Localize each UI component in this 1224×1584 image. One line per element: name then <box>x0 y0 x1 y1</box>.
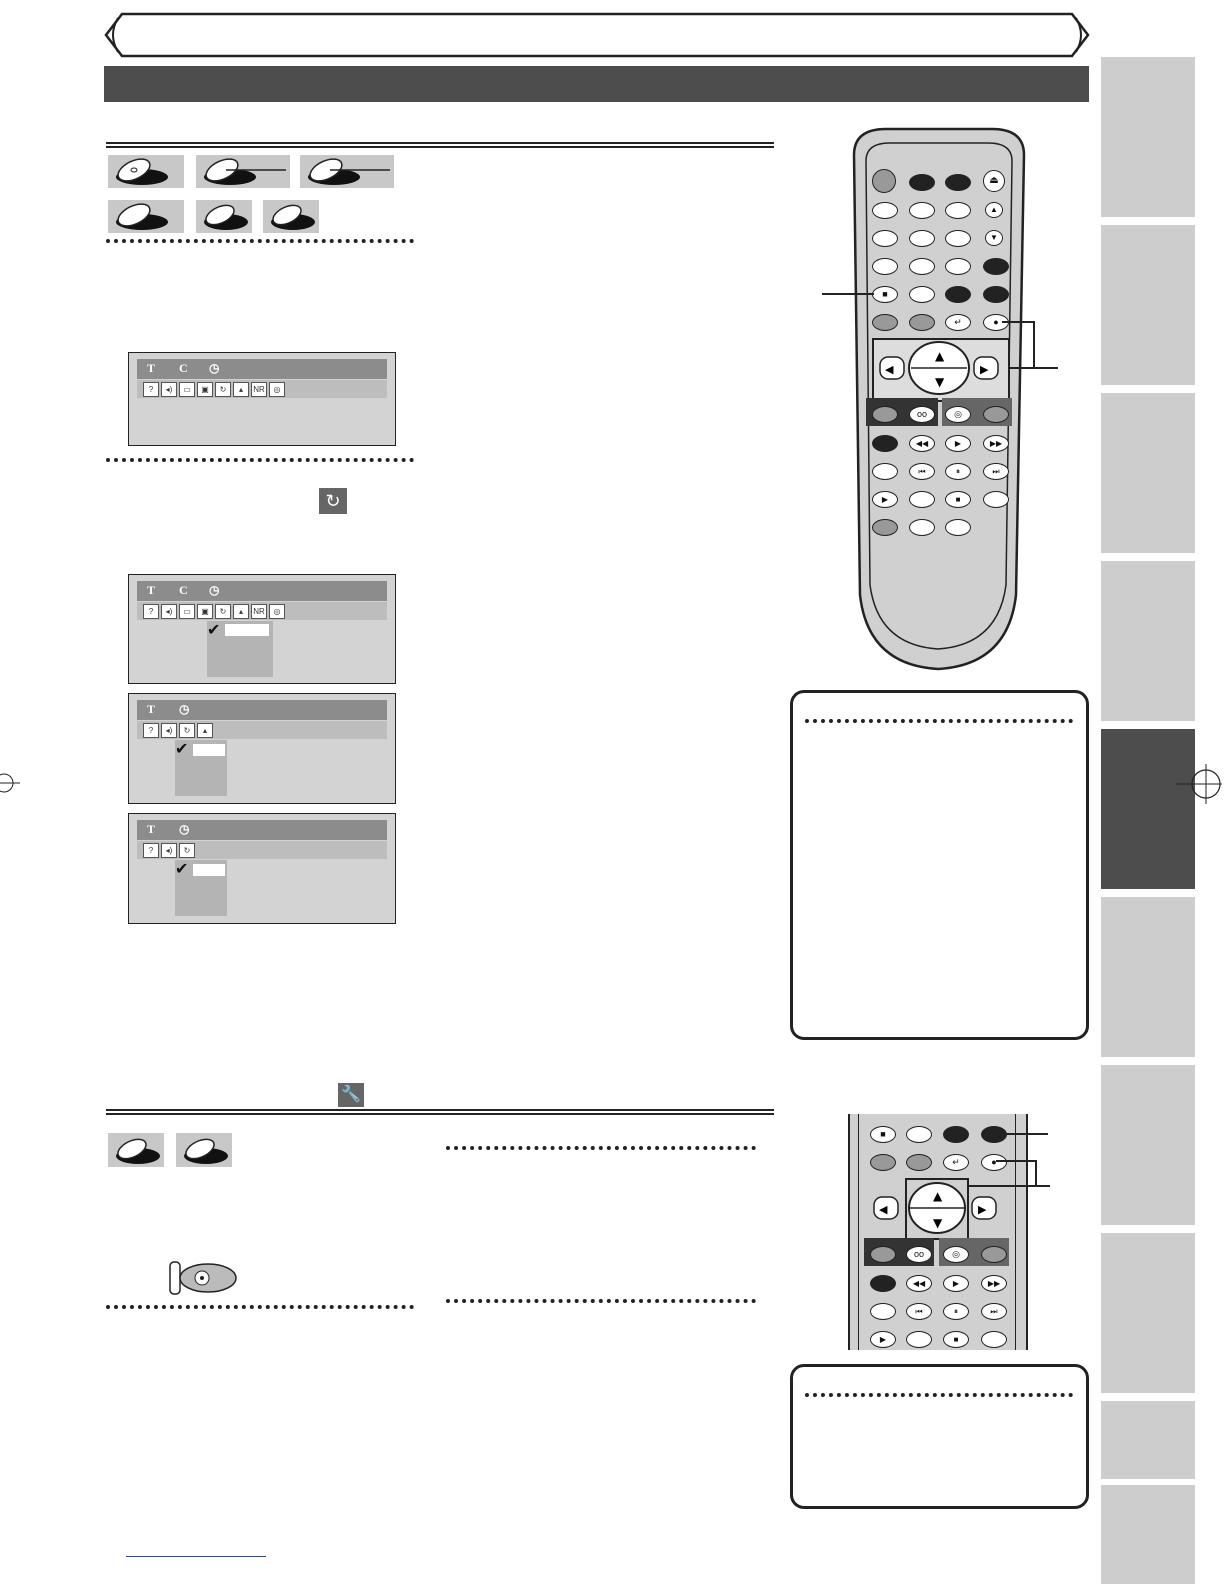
side-tab[interactable] <box>1101 57 1195 217</box>
rewind-button[interactable]: ◀◀ <box>906 1275 932 1292</box>
display-button[interactable]: ■ <box>872 286 898 303</box>
repeat-option-selected <box>193 864 225 876</box>
surround-icon: ◎ <box>269 604 285 619</box>
record-button[interactable] <box>870 1275 896 1292</box>
skip-back-button[interactable]: ⏮ <box>909 463 935 480</box>
disc-badge <box>108 155 184 188</box>
channel-down-button[interactable]: ▼ <box>985 230 1003 246</box>
disc-icon <box>108 1133 164 1167</box>
svg-text:◀: ◀ <box>885 363 894 376</box>
marker-icon: ▴ <box>197 723 213 738</box>
remote-button[interactable] <box>909 258 935 275</box>
disc-icon <box>108 155 184 188</box>
display-button[interactable]: ■ <box>870 1126 896 1143</box>
remote-button[interactable] <box>909 314 935 331</box>
clock-icon: ◷ <box>179 702 190 716</box>
dotted-divider <box>446 1299 756 1303</box>
dotted-divider <box>446 1146 756 1150</box>
marker-icon: ▴ <box>233 382 249 397</box>
remote-button[interactable] <box>945 174 971 191</box>
disc-badge <box>196 200 252 233</box>
audio-icon: ◂) <box>161 604 177 619</box>
osd-menu <box>128 813 396 924</box>
repeat-icon: ↻ <box>179 723 195 738</box>
section-rule-top <box>106 142 774 148</box>
remote-button[interactable] <box>945 258 971 275</box>
remote-button[interactable] <box>870 1303 896 1320</box>
disc-tray-icon <box>168 1258 240 1298</box>
note-box <box>790 690 1089 1040</box>
play-button[interactable]: ▶ <box>945 435 971 452</box>
clock-icon: ◷ <box>209 583 220 597</box>
remote-button[interactable] <box>872 230 898 247</box>
side-tab[interactable] <box>1101 1485 1195 1584</box>
dotted-divider <box>106 239 414 243</box>
channel-up-button[interactable]: ▲ <box>985 202 1003 218</box>
disc-icon <box>176 1133 232 1167</box>
side-tab[interactable] <box>1101 1065 1195 1225</box>
remote-button[interactable] <box>983 286 1009 303</box>
remote-button[interactable] <box>906 1331 932 1348</box>
footer-link-rule <box>126 1556 266 1557</box>
side-tab[interactable] <box>1101 897 1195 1057</box>
side-tab[interactable] <box>1101 225 1195 385</box>
svg-text:▶: ▶ <box>978 1203 987 1216</box>
nr-icon: NR <box>251 382 267 397</box>
marker-icon: ▴ <box>233 604 249 619</box>
remote-button[interactable] <box>872 258 898 275</box>
clock-icon: ◷ <box>209 361 220 375</box>
repeat-icon: ↻ <box>215 382 231 397</box>
pause-button[interactable]: ⏸ <box>945 463 971 480</box>
remote-button[interactable] <box>981 1246 1007 1263</box>
side-tab-active[interactable] <box>1101 729 1195 889</box>
search-icon: ? <box>143 723 159 738</box>
disc-badge <box>196 155 290 188</box>
skip-forward-button[interactable]: ⏭ <box>983 463 1009 480</box>
clock-icon: ◷ <box>179 822 190 836</box>
audio-icon: ◂) <box>161 843 177 858</box>
record-button[interactable] <box>872 435 898 452</box>
remote-button[interactable] <box>945 519 971 536</box>
return-button[interactable]: ↵ <box>943 1154 969 1171</box>
osd-chapter-label: C <box>179 361 188 375</box>
osd-menu <box>128 352 396 446</box>
title-banner <box>104 12 1090 58</box>
dotted-divider <box>805 719 1073 723</box>
remote-button[interactable] <box>872 314 898 331</box>
remote-button[interactable] <box>909 202 935 219</box>
audio-icon: ◂) <box>161 382 177 397</box>
check-icon: ✔ <box>175 861 189 878</box>
svg-text:▲: ▲ <box>933 1189 943 1203</box>
side-tab[interactable] <box>1101 1401 1195 1479</box>
registration-mark <box>0 770 24 796</box>
osd-menu <box>128 693 396 804</box>
osd-title-label: T <box>147 361 156 375</box>
registration-mark <box>1176 764 1224 804</box>
osd-menu <box>128 574 396 684</box>
stop-button[interactable]: ■ <box>943 1331 969 1348</box>
disc-icon <box>196 200 252 233</box>
angle-icon: ▣ <box>197 382 213 397</box>
disc-icon <box>300 155 394 188</box>
vcr-button[interactable]: oo <box>906 1246 932 1263</box>
dvd-button[interactable]: ◎ <box>945 406 971 423</box>
search-icon: ? <box>143 604 159 619</box>
remote-button[interactable] <box>983 491 1009 508</box>
return-button[interactable]: ↵ <box>945 314 971 331</box>
skip-forward-button[interactable]: ⏭ <box>981 1303 1007 1320</box>
subtitle-icon: ▭ <box>179 604 195 619</box>
subtitle-icon: ▭ <box>179 382 195 397</box>
remote-button[interactable] <box>872 202 898 219</box>
repeat-icon: ↻ <box>215 604 231 619</box>
svg-text:▶: ▶ <box>980 363 989 376</box>
stop-button[interactable]: ■ <box>945 491 971 508</box>
section-bar <box>104 66 1089 102</box>
disc-icon <box>196 155 290 188</box>
surround-icon: ◎ <box>269 382 285 397</box>
disc-badge <box>108 1133 164 1167</box>
note-box <box>790 1364 1089 1509</box>
search-icon: ? <box>143 382 159 397</box>
remote-button[interactable] <box>872 463 898 480</box>
osd-title-label: T <box>147 822 156 836</box>
remote-button[interactable] <box>909 286 935 303</box>
svg-text:◀: ◀ <box>879 1203 888 1216</box>
disc-icon <box>108 200 184 233</box>
remote-button[interactable] <box>943 1126 969 1143</box>
svg-text:▼: ▼ <box>933 1216 943 1230</box>
repeat-icon: ↻ <box>319 488 347 514</box>
dvd-button[interactable]: ◎ <box>943 1246 969 1263</box>
remote-button[interactable] <box>909 519 935 536</box>
side-tab[interactable] <box>1101 561 1195 721</box>
remote-button[interactable] <box>945 230 971 247</box>
dotted-divider <box>106 1305 414 1309</box>
vcr-button[interactable]: oo <box>909 406 935 423</box>
remote-button[interactable] <box>945 202 971 219</box>
play-button[interactable]: ▶ <box>943 1275 969 1292</box>
remote-button[interactable] <box>983 406 1009 423</box>
pause-button[interactable]: ⏸ <box>943 1303 969 1320</box>
search-icon: ? <box>143 843 159 858</box>
disc-badge <box>300 155 394 188</box>
setup-button[interactable] <box>981 1126 1007 1143</box>
audio-icon: ◂) <box>161 723 177 738</box>
callout-line <box>822 293 874 295</box>
remote-button[interactable] <box>981 1331 1007 1348</box>
slow-button[interactable]: ▶ <box>872 491 898 508</box>
osd-chapter-label: C <box>179 583 188 597</box>
remote-button[interactable] <box>872 406 898 423</box>
disc-badge <box>263 200 319 233</box>
remote-button[interactable] <box>909 491 935 508</box>
disc-icon <box>263 200 319 233</box>
repeat-icon: ↻ <box>179 843 195 858</box>
remote-button[interactable] <box>909 230 935 247</box>
side-tab[interactable] <box>1101 393 1195 553</box>
rewind-button[interactable]: ◀◀ <box>909 435 935 452</box>
skip-back-button[interactable]: ⏮ <box>906 1303 932 1320</box>
eject-button[interactable]: ⏏ <box>983 170 1005 192</box>
callout-bracket <box>1000 318 1060 374</box>
fast-forward-button[interactable]: ▶▶ <box>981 1275 1007 1292</box>
remote-button[interactable] <box>906 1154 932 1171</box>
remote-button[interactable] <box>983 258 1009 275</box>
remote-button[interactable] <box>909 174 935 191</box>
repeat-option-selected <box>193 744 225 756</box>
osd-title-label: T <box>147 702 156 716</box>
side-tab[interactable] <box>1101 1233 1195 1393</box>
enter-button[interactable]: ● <box>981 1154 1007 1171</box>
disc-badge <box>108 200 184 233</box>
osd-title-label: T <box>147 583 156 597</box>
remote-button[interactable] <box>945 286 971 303</box>
check-icon: ✔ <box>207 622 221 639</box>
repeat-option-selected <box>225 624 269 636</box>
remote-button[interactable] <box>906 1126 932 1143</box>
callout-bracket <box>966 1158 1056 1190</box>
nr-icon: NR <box>251 604 267 619</box>
svg-text:▲: ▲ <box>935 349 945 363</box>
svg-text:▼: ▼ <box>935 375 945 389</box>
dotted-divider <box>805 1393 1073 1397</box>
wrench-icon: 🔧 <box>338 1083 364 1107</box>
enter-button[interactable]: ● <box>983 314 1009 331</box>
slow-button[interactable]: ▶ <box>870 1331 896 1348</box>
remote-button[interactable] <box>872 519 898 536</box>
disc-badge <box>176 1133 232 1167</box>
dotted-divider <box>106 458 414 462</box>
angle-icon: ▣ <box>197 604 213 619</box>
check-icon: ✔ <box>175 741 189 758</box>
fast-forward-button[interactable]: ▶▶ <box>983 435 1009 452</box>
remote-button[interactable] <box>870 1154 896 1171</box>
dpad <box>876 340 1002 396</box>
remote-button[interactable] <box>870 1246 896 1263</box>
callout-line <box>1006 1133 1048 1135</box>
section-rule-bottom <box>106 1109 774 1115</box>
power-button[interactable] <box>872 169 896 193</box>
